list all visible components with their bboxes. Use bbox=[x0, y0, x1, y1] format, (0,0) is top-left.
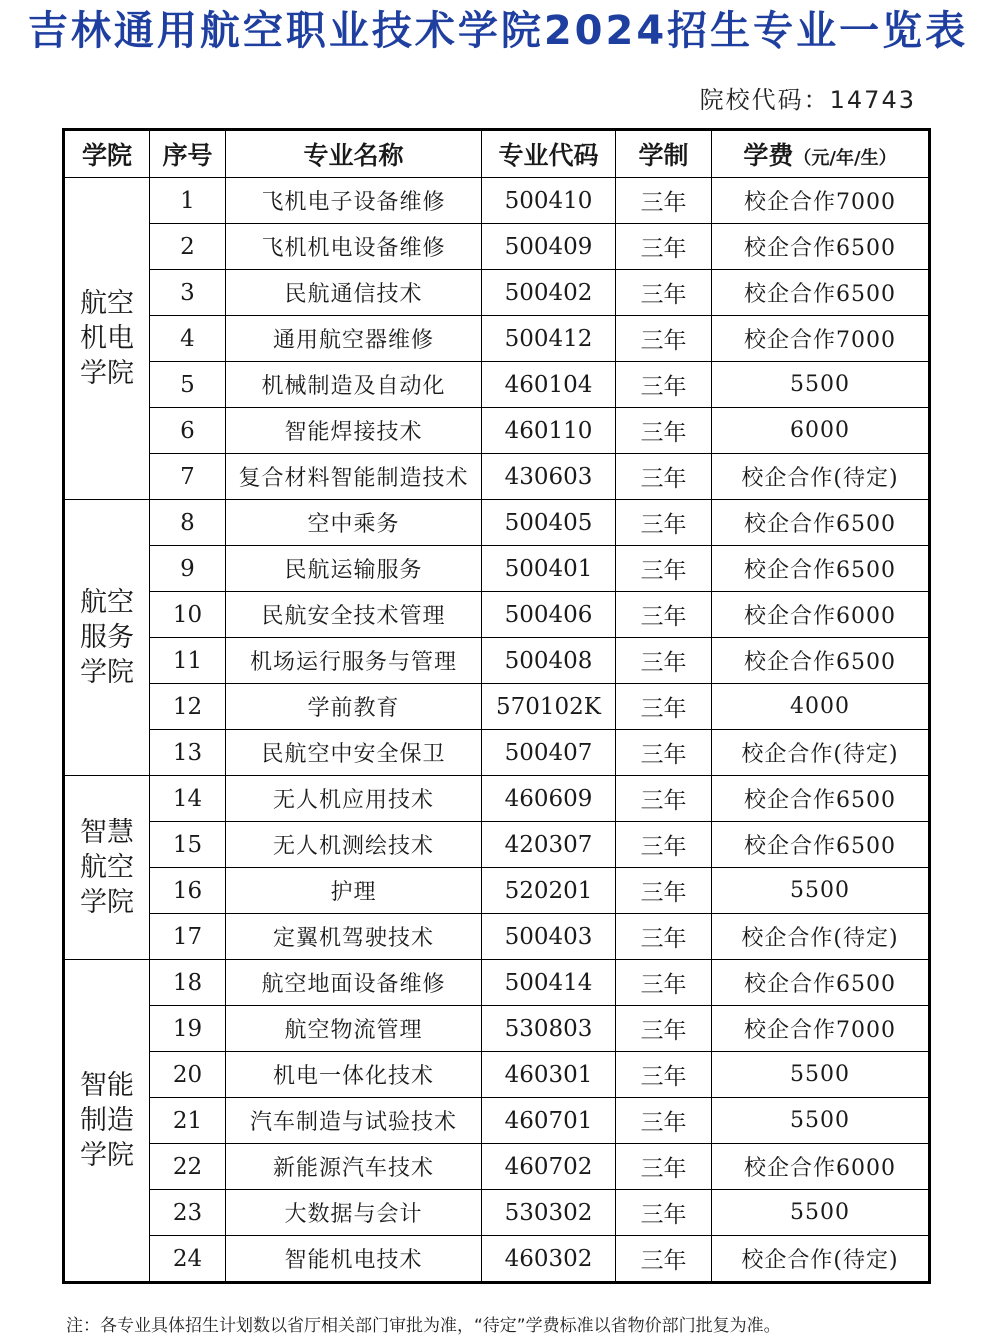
major-cell: 护理 bbox=[226, 868, 482, 914]
code-cell: 500406 bbox=[482, 592, 616, 638]
index-cell: 3 bbox=[150, 270, 226, 316]
duration-cell: 三年 bbox=[616, 1144, 712, 1190]
table-row bbox=[64, 1052, 930, 1098]
index-cell: 23 bbox=[150, 1190, 226, 1236]
index-cell: 8 bbox=[150, 500, 226, 546]
table-row bbox=[64, 270, 930, 316]
index-cell: 11 bbox=[150, 638, 226, 684]
code-cell: 530803 bbox=[482, 1006, 616, 1052]
table-row bbox=[64, 638, 930, 684]
fee-cell: 校企合作6500 bbox=[712, 776, 930, 822]
header-duration: 学制 bbox=[616, 130, 712, 178]
index-cell: 7 bbox=[150, 454, 226, 500]
table-row bbox=[64, 316, 930, 362]
major-cell: 机场运行服务与管理 bbox=[226, 638, 482, 684]
code-cell: 500408 bbox=[482, 638, 616, 684]
duration-cell: 三年 bbox=[616, 914, 712, 960]
duration-cell: 三年 bbox=[616, 1236, 712, 1283]
major-cell: 飞机电子设备维修 bbox=[226, 178, 482, 224]
duration-cell: 三年 bbox=[616, 684, 712, 730]
duration-cell: 三年 bbox=[616, 822, 712, 868]
header-fee-unit: （元/年/生） bbox=[793, 148, 897, 169]
code-cell: 500407 bbox=[482, 730, 616, 776]
fee-cell: 校企合作6500 bbox=[712, 960, 930, 1006]
major-cell: 民航通信技术 bbox=[226, 270, 482, 316]
index-cell: 4 bbox=[150, 316, 226, 362]
duration-cell: 三年 bbox=[616, 1190, 712, 1236]
college-cell: 智慧航空学院 bbox=[64, 776, 150, 960]
code-cell: 520201 bbox=[482, 868, 616, 914]
duration-cell: 三年 bbox=[616, 730, 712, 776]
index-cell: 20 bbox=[150, 1052, 226, 1098]
fee-cell: 校企合作(待定) bbox=[712, 1236, 930, 1283]
major-cell: 大数据与会计 bbox=[226, 1190, 482, 1236]
table-row bbox=[64, 1144, 930, 1190]
code-cell: 460302 bbox=[482, 1236, 616, 1283]
majors-table bbox=[62, 128, 931, 1284]
duration-cell: 三年 bbox=[616, 316, 712, 362]
code-cell: 500410 bbox=[482, 178, 616, 224]
major-cell: 民航安全技术管理 bbox=[226, 592, 482, 638]
code-cell: 500412 bbox=[482, 316, 616, 362]
fee-cell: 4000 bbox=[712, 684, 930, 730]
fee-cell: 校企合作6500 bbox=[712, 224, 930, 270]
fee-cell: 5500 bbox=[712, 1190, 930, 1236]
index-cell: 13 bbox=[150, 730, 226, 776]
header-major: 专业名称 bbox=[226, 130, 482, 178]
duration-cell: 三年 bbox=[616, 868, 712, 914]
table-row bbox=[64, 822, 930, 868]
table-row bbox=[64, 684, 930, 730]
fee-cell: 校企合作7000 bbox=[712, 1006, 930, 1052]
table-body bbox=[64, 178, 930, 1283]
index-cell: 18 bbox=[150, 960, 226, 1006]
header-index: 序号 bbox=[150, 130, 226, 178]
header-fee bbox=[712, 130, 930, 178]
code-cell: 500402 bbox=[482, 270, 616, 316]
index-cell: 6 bbox=[150, 408, 226, 454]
code-cell: 460301 bbox=[482, 1052, 616, 1098]
index-cell: 21 bbox=[150, 1098, 226, 1144]
duration-cell: 三年 bbox=[616, 960, 712, 1006]
major-cell: 新能源汽车技术 bbox=[226, 1144, 482, 1190]
table-row bbox=[64, 1006, 930, 1052]
duration-cell: 三年 bbox=[616, 408, 712, 454]
table-row bbox=[64, 546, 930, 592]
table-row bbox=[64, 1190, 930, 1236]
major-cell: 航空地面设备维修 bbox=[226, 960, 482, 1006]
index-cell: 2 bbox=[150, 224, 226, 270]
fee-cell: 校企合作(待定) bbox=[712, 914, 930, 960]
table-row bbox=[64, 1236, 930, 1283]
fee-cell: 校企合作7000 bbox=[712, 316, 930, 362]
fee-cell: 校企合作(待定) bbox=[712, 454, 930, 500]
table-row bbox=[64, 1098, 930, 1144]
table-row bbox=[64, 914, 930, 960]
duration-cell: 三年 bbox=[616, 362, 712, 408]
page-title: 吉林通用航空职业技术学院2024招生专业一览表 bbox=[27, 8, 969, 54]
fee-cell: 校企合作6500 bbox=[712, 500, 930, 546]
table-row bbox=[64, 362, 930, 408]
duration-cell: 三年 bbox=[616, 1052, 712, 1098]
index-cell: 19 bbox=[150, 1006, 226, 1052]
code-cell: 460701 bbox=[482, 1098, 616, 1144]
fee-cell: 校企合作6500 bbox=[712, 270, 930, 316]
major-cell: 汽车制造与试验技术 bbox=[226, 1098, 482, 1144]
duration-cell: 三年 bbox=[616, 1098, 712, 1144]
duration-cell: 三年 bbox=[616, 546, 712, 592]
major-cell: 无人机测绘技术 bbox=[226, 822, 482, 868]
fee-cell: 校企合作6000 bbox=[712, 1144, 930, 1190]
code-cell: 430603 bbox=[482, 454, 616, 500]
major-cell: 智能焊接技术 bbox=[226, 408, 482, 454]
major-cell: 智能机电技术 bbox=[226, 1236, 482, 1283]
major-cell: 空中乘务 bbox=[226, 500, 482, 546]
index-cell: 9 bbox=[150, 546, 226, 592]
duration-cell: 三年 bbox=[616, 454, 712, 500]
college-cell: 航空服务学院 bbox=[64, 500, 150, 776]
code-cell: 500405 bbox=[482, 500, 616, 546]
header-code: 专业代码 bbox=[482, 130, 616, 178]
index-cell: 5 bbox=[150, 362, 226, 408]
code-cell: 530302 bbox=[482, 1190, 616, 1236]
college-cell: 智能制造学院 bbox=[64, 960, 150, 1283]
fee-cell: 校企合作(待定) bbox=[712, 730, 930, 776]
header-college: 学院 bbox=[64, 130, 150, 178]
code-cell: 460104 bbox=[482, 362, 616, 408]
major-cell: 复合材料智能制造技术 bbox=[226, 454, 482, 500]
duration-cell: 三年 bbox=[616, 638, 712, 684]
major-cell: 民航运输服务 bbox=[226, 546, 482, 592]
index-cell: 10 bbox=[150, 592, 226, 638]
table-row bbox=[64, 868, 930, 914]
code-cell: 460110 bbox=[482, 408, 616, 454]
fee-cell: 5500 bbox=[712, 868, 930, 914]
table-row bbox=[64, 224, 930, 270]
code-cell: 500401 bbox=[482, 546, 616, 592]
duration-cell: 三年 bbox=[616, 1006, 712, 1052]
table-row bbox=[64, 960, 930, 1006]
fee-cell: 校企合作6000 bbox=[712, 592, 930, 638]
table-row bbox=[64, 408, 930, 454]
fee-cell: 校企合作6500 bbox=[712, 546, 930, 592]
index-cell: 22 bbox=[150, 1144, 226, 1190]
fee-cell: 6000 bbox=[712, 408, 930, 454]
index-cell: 14 bbox=[150, 776, 226, 822]
duration-cell: 三年 bbox=[616, 776, 712, 822]
major-cell: 无人机应用技术 bbox=[226, 776, 482, 822]
table-row bbox=[64, 500, 930, 546]
code-cell: 500403 bbox=[482, 914, 616, 960]
header-fee-label: 学费 bbox=[743, 141, 794, 170]
major-cell: 定翼机驾驶技术 bbox=[226, 914, 482, 960]
code-cell: 460702 bbox=[482, 1144, 616, 1190]
major-cell: 机械制造及自动化 bbox=[226, 362, 482, 408]
code-cell: 500409 bbox=[482, 224, 616, 270]
school-code: 院校代码：14743 bbox=[699, 86, 916, 114]
index-cell: 12 bbox=[150, 684, 226, 730]
index-cell: 16 bbox=[150, 868, 226, 914]
duration-cell: 三年 bbox=[616, 500, 712, 546]
table-row bbox=[64, 730, 930, 776]
fee-cell: 校企合作6500 bbox=[712, 822, 930, 868]
fee-cell: 5500 bbox=[712, 1098, 930, 1144]
code-cell: 420307 bbox=[482, 822, 616, 868]
index-cell: 17 bbox=[150, 914, 226, 960]
code-cell: 570102K bbox=[482, 684, 616, 730]
duration-cell: 三年 bbox=[616, 270, 712, 316]
table-header-row bbox=[64, 130, 930, 178]
fee-cell: 5500 bbox=[712, 1052, 930, 1098]
fee-cell: 5500 bbox=[712, 362, 930, 408]
major-cell: 学前教育 bbox=[226, 684, 482, 730]
major-cell: 航空物流管理 bbox=[226, 1006, 482, 1052]
duration-cell: 三年 bbox=[616, 224, 712, 270]
table-row bbox=[64, 592, 930, 638]
major-cell: 通用航空器维修 bbox=[226, 316, 482, 362]
footnote: 注：各专业具体招生计划数以省厅相关部门审批为准，“待定”学费标准以省物价部门批复为准。 bbox=[66, 1316, 781, 1336]
fee-cell: 校企合作7000 bbox=[712, 178, 930, 224]
major-cell: 民航空中安全保卫 bbox=[226, 730, 482, 776]
table-row bbox=[64, 178, 930, 224]
duration-cell: 三年 bbox=[616, 178, 712, 224]
code-cell: 460609 bbox=[482, 776, 616, 822]
major-cell: 机电一体化技术 bbox=[226, 1052, 482, 1098]
index-cell: 24 bbox=[150, 1236, 226, 1283]
index-cell: 15 bbox=[150, 822, 226, 868]
college-cell: 航空机电学院 bbox=[64, 178, 150, 500]
fee-cell: 校企合作6500 bbox=[712, 638, 930, 684]
duration-cell: 三年 bbox=[616, 592, 712, 638]
major-cell: 飞机机电设备维修 bbox=[226, 224, 482, 270]
index-cell: 1 bbox=[150, 178, 226, 224]
table-row bbox=[64, 454, 930, 500]
code-cell: 500414 bbox=[482, 960, 616, 1006]
table-row bbox=[64, 776, 930, 822]
